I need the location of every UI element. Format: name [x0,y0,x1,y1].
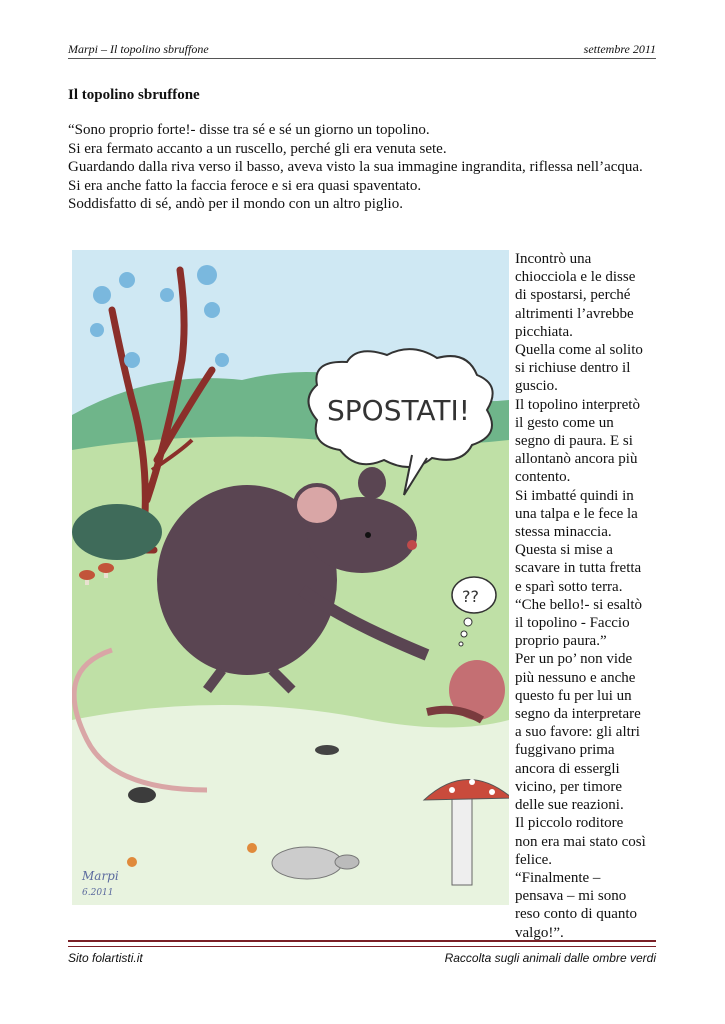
artist-signature-date: 6.2011 [82,888,114,898]
header-date: settembre 2011 [583,42,656,56]
story-line: Incontrò una [515,251,592,267]
story-line: Il piccolo roditore [515,815,624,832]
mouse-ear [295,485,339,525]
story-line: picchiata. [515,323,573,340]
story-line: pensava – mi sono [515,888,627,905]
footer-collection: Raccolta sugli animali dalle ombre verdi [444,951,656,965]
story-line: Per un po’ non vide [515,651,633,668]
story-line: Questa si mise a [515,542,613,559]
story-line: si richiuse dentro il [515,360,631,377]
molehill [128,787,156,803]
intro-line: Si era fermato accanto a un ruscello, perché gli era venuta sete. [68,140,447,157]
story-line: segno di paura. E si [515,433,633,450]
story-line: Il topolino interpretò [515,396,640,413]
story-line: segno da interpretare [515,706,641,723]
story-line: e sparì sotto terra. [515,578,623,595]
story-illustration [72,250,509,905]
story-line: contento. [515,469,571,486]
story-line: “Finalmente – [515,869,601,886]
stone [272,847,342,879]
story-line: allontanò ancora più [515,451,638,468]
speech-bubble-text: SPOSTATI! [327,394,470,427]
story-line: più nessuno e anche [515,669,636,686]
footer-site: Sito folartisti.it [68,951,143,965]
story-line: stessa minaccia. [515,524,612,541]
story-line: altrimenti l’avrebbe [515,305,634,322]
flower [127,857,137,867]
story-line: il gesto come un [515,414,614,431]
stone-small [335,855,359,869]
story-line: valgo!”. [515,924,564,941]
story-line: scavare in tutta fretta [515,560,642,577]
illustration-drawing [72,250,509,905]
story-line: di spostarsi, perché [515,287,631,304]
story-line: non era mai stato così [515,833,646,850]
story-line: a suo favore: gli altri [515,724,640,741]
story-line: Si imbatté quindi in [515,487,634,504]
story-line: ancora di essergli [515,760,620,777]
bush [72,504,162,560]
story-line: guscio. [515,378,558,395]
story-line: delle sue reazioni. [515,797,624,814]
story-line: Quella come al solito [515,342,643,359]
mouse-nose [407,540,417,550]
flower [247,843,257,853]
header-author-title: Marpi – Il topolino sbruffone [68,42,209,56]
story-continuation [515,250,660,942]
story-line: chiocciola e le disse [515,269,636,286]
page-footer [68,951,656,967]
story-title: Il topolino sbruffone [68,87,200,103]
page-header [68,42,656,59]
footer-divider [68,940,656,947]
story-intro [68,121,656,214]
intro-line: Si era anche fatto la faccia feroce e si era quasi spaventato. [68,177,422,194]
mouse-ear-back [358,467,386,499]
story-line: questo fu per lui un [515,687,632,704]
story-line: una talpa e le fece la [515,505,638,522]
story-line: “Che bello!- si esaltò [515,596,643,613]
thought-bubble-text: ?? [462,587,479,606]
story-line: felice. [515,851,553,868]
mouse-eye [365,532,371,538]
story-line: reso conto di quanto [515,906,638,923]
story-line: fuggivano prima [515,742,615,759]
intro-line: Soddisfatto di sé, andò per il mondo con un altro piglio. [68,196,403,212]
molehill-small [315,745,339,755]
intro-line: “Sono proprio forte!- disse tra sé e sé un giorno un topolino. [68,122,430,138]
artist-signature: Marpi [82,869,119,883]
intro-line: Guardando dalla riva verso il basso, aveva visto la sua immagine ingrandita, riflessa nell’acqua. [68,159,643,175]
story-line: il topolino - Faccio [515,615,630,632]
story-line: proprio paura.” [515,633,607,650]
story-line: vicino, per timore [515,778,623,795]
